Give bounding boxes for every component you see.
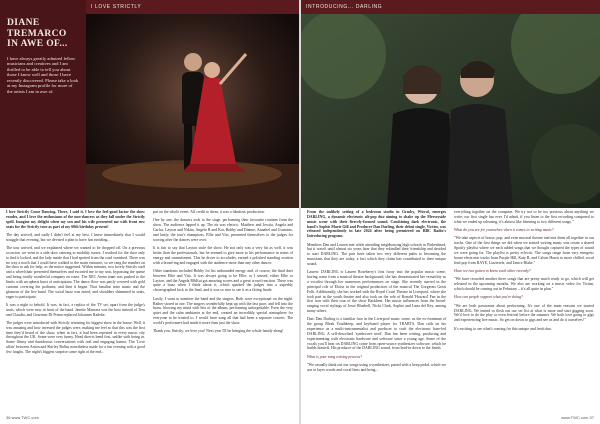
column-intro-text: I have always greatly admired fellow musicians and creatives and I am thrilled to be able to tell you about those I know well and those I have recently discovered. Please take a look at my Instagram profile for more of the artists I am in awe of. [7, 55, 79, 95]
article-paragraph: One by one, the dancers took to the stage, performing their favourite routines from the show. The audience lapped it up. The air was electric. Matthew and Jowita, Angela and Carlos, Layton and Nikita, Angela R and Kai, Bobby and Dianne, Annabel and Graziano, and lastly, the tour's champions, Ellie and Vito, presented themselves to the judges for scoring after the dances were over. [153, 218, 293, 242]
article-column-1 [307, 210, 446, 376]
article-paragraph: The judges were introduced with Strictly returning for biggest show in the house. Well, it was amazing and how invested the judges were, making me feel so that this was the first time they'd heard of the show, when in fact, it had been repeated in every music city throughout the UK. Some were very funny. Head directs bend first, unlike with being in. Some flimsy and thunderous conversations with real and engaging humor. The 'Love affair' between Anton and Shirley Ballas nonetheless made for a fun evening with a good few laughs. The night's biggest surprise came right at the end... [6, 320, 145, 354]
page-footer-right: www.TWC.com 37 [561, 415, 594, 420]
interview-question: What do you see for yourselves when it comes to writing music? [454, 228, 554, 233]
article-paragraph: I love Strictly Come Dancing. There, I said it. I love the feel-good factor the show exudes, and I love the enthusiasm of the non-dancers as they fall under the Strictly spell. Imagine my delight when my son and his wife presented me with front row seats for the Strictly tour as part of my 60th birthday present! [6, 210, 145, 229]
article-paragraph: everything together on the computer. We try not to be too precious about anything we write; our first single has ever. I'd admit, if you listen to the first recording compared to what we ended up releasing, it's almost like listening to two different songs." [454, 210, 594, 224]
interview-question: Have we two gotten to know each other recently? [454, 268, 531, 273]
dancers-photo-image [86, 14, 299, 208]
darling-article [307, 210, 594, 410]
article-paragraph: It's exciting to see what's coming for this unique and fresh duo. [454, 326, 553, 331]
column-title: DIANE TREMARCO IN AWE OF... [7, 18, 68, 49]
strictly-article [6, 210, 293, 410]
article-paragraph: It was a night to behold. It was, in fact, a replica of the TV set, apart from the judge's seats, which were now in front of the band. Janette Manrara was the host instead of Tess and Claudia, and Graziano Di Prima replaced Johannes Radebe. [6, 302, 145, 317]
article-paragraph: Thank you, Strictly, we love you! Next year I'll be bringing the whole family along! [153, 329, 284, 334]
intro-box [0, 0, 86, 208]
article-paragraph: "We have recorded another three songs that are pretty much ready to go, which will get released in the upcoming months. We also are working on a music video for Victim, which should be coming out in February – it's all quite in plan." [454, 277, 594, 291]
dancers-photo [86, 14, 299, 208]
article-paragraph: Other standouts included Bobby for his unbounded energy and, of course, the final duet between Ellie and Vito. It was always going to be Ellie, or I sensed, either Ellie or Layton, and the Angela R&Kai got amazing scores and a great crowd reaction. There was quite a buzz when I think about it, which sparked the judges into a superbly choreographed kick to the final, and it was so nice to see it as a fitting finale. [153, 268, 293, 293]
article-paragraph: "We are both passionate about performing. It's one of the main reasons we started DARLING. We intend to flesh out our set list at what is more and start gigging soon. We'd love to do the play or even festival before the summer. We both love going to gigs and experiencing live music. So get on down to gigs and see us and do it ourselves!" [454, 303, 594, 323]
section-header-left: I LOVE STRICTLY [86, 0, 299, 14]
article-paragraph: Lauren: DARLING is Lauren Roseberry's first foray into the popular music scene, having come from a musical theatre background; she has demonstrated her versatility as a vocalist through her numerous performances on stage. She recently starred in the principal role of Eloise in the original production of the musical The Gorgeous Great Folk. Additionally, she has worked with the Royal Court Theatre in Liverpool, where she took part in the youth theatre and also took on the role of Ronald 'Howard' Fan in the first tour with their tour of the show Backbeat. Her music influences from the broad-ranging vocal stylings of Jesse Bluebell, Nicki Clark, Sophie and Lana del Rey, among many others. [307, 270, 446, 314]
article-column-1 [6, 210, 145, 358]
interview-question: How can people support what you're doing? [454, 295, 523, 300]
article-column-2 [454, 210, 594, 335]
page-footer-left: 36 www.TWC.com [6, 415, 39, 420]
article-paragraph: Dan: Dan Darling is a familiar face in the Liverpool music scene, as the ex-frontman of the group Bleak Youthkeep, and keyboard player for TRABTS. Dan calls on his experience as a multi-instrumentalist and producer to craft the electronic base-led DARLING. A self-described 'synthwave nerd', Dan has been writing, producing and experimenting with electronic hardware and software since a young age. Some of the vocals you'll hear on DARLING come from open-source synthesizer software, which he builds himself. His producer of the DARLING sound, from lead-in down to the finish. [307, 317, 446, 351]
band-photo-image [301, 14, 600, 208]
interview-question: What is your song writing process? [307, 354, 363, 359]
article-paragraph: Lastly, I want to mention the band and the singers. Both were exceptional on the night. Rather stored in one. The singers wonderfully kept up with the fast pace, and fell into the brass, blowing my mind with bits of the album, performing unforgettable. Even the very quiet and the calm ambiance at the end, created an incredibly special atmosphere for everyone to be treated to. I would have sang all that had been a separate concert. The world's performers had made it more than just the show. [153, 296, 293, 325]
article-paragraph: From the unlikely setting of a bedroom studio in Grasby, Wirral, emerges DARLING, a dynamic electronic alt-pop duo aiming to shake up the Merseyside music scene with their fiercely-formed sound. Combining dark electronic, the band's Sophie Marie Gill and Producer Dan Darling, their debut single, Victim, was released independently in late 2024 after being premiered on BBC Radio's Introducing program. [307, 210, 446, 239]
article-paragraph: "We take aspects of house, pop, and even musical theatre and mix them all together in our tracks. One of the first things we did when we started writing music was create a shared Spotify playlist where we each added songs that we thought captured the types of sound we were going for. The playlist is pretty eclectic. The songs range from very energetic house electronic tracks from Purple Hill, Katy B, and Calvin Harris to more chilled, vocal lead pop from RAYE, Lizzierels, and Janice Blake." [454, 236, 594, 265]
section-header-right: INTRODUCING... DARLING [301, 0, 600, 14]
article-paragraph: Members Dan and Lauren met while attending neighbouring high schools in Birkenhead, but it wasn't until almost six years later that they rekindled their friendship and decided to start DARLING. The pair have taken two very different paths to becoming the musicians that they are today, a fact which they claim has contributed to their unique sound. [307, 242, 446, 266]
band-photo [301, 14, 600, 208]
left-page [0, 0, 299, 424]
article-paragraph: put on the whole event. All credit to them, it was a fabulous production. [153, 210, 265, 214]
article-paragraph: "We casually think out our songs using a synthesizer, paired with a keep pedal, which we use to layer words and vocal lines and bring... [307, 363, 446, 372]
article-paragraph: The day arrived, and sadly I didn't feel at my best, I knew immediately that I would struggle that evening, but we devised a plan to have fun avoiding... [6, 232, 145, 242]
article-paragraph: It is fair to say that Layton stole the show. He not only was a very hit as well, it was better than the professionals, but he seemed to give more to his performance in terms of energy and commitment. This he drove to accolades, earned a polished standing ovation with a broad-ing and engaged with the audience more than any other dancer. [153, 246, 293, 265]
article-column-2 [153, 210, 293, 338]
article-paragraph: The tour arrived, and we explained where we wanted to be dropped off. On a previous occasion, we went to a side door catering to mobility issues. I reached for the door only to find it locked, and the lady inside that I had spotted from the road vanished. There was no way a north that I could have walked to the main entrance, so we rang the number on the door to ask for help, as the notice suggested. Within minutes, two lovely Strictly staff and a wheelchair presented themselves and escorted me to my seat, bypassing the queue and being totally wonderful company en route. The NEC Arena team was pushed to the limits with an upbeat burst of anticipation. The dance floor was partly covered with gold curtains covering the podiums, and then it began. That familiar intro music and the glamour of the live band. The social buzz was noted, and shoulders shimmied in seats, eager to participate. [6, 246, 145, 299]
